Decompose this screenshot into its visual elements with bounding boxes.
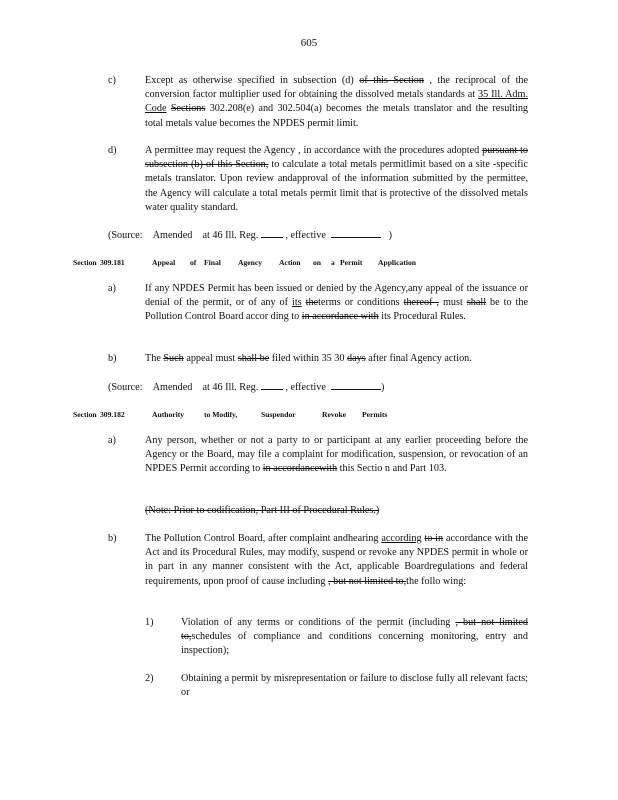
source-note-2 (108, 380, 384, 395)
subsection-c-label: c) (108, 75, 116, 86)
a182-text-2: this Sectio n and Part 103. (339, 463, 447, 475)
page-number: 605 (300, 37, 318, 49)
b181-text-2: appeal must (186, 353, 236, 364)
a181-text-5: its Procedural Rules. (381, 311, 466, 323)
b182-strike-2: , but not limited to, (328, 575, 407, 587)
a181-text-4: be to the Pollution Control Board accor ding to (145, 297, 528, 323)
section-word: Section (73, 410, 97, 419)
item-1-text (181, 616, 528, 659)
title-word: Revoke (322, 410, 347, 419)
d-text-2: to calculate a total metals permitlimit based on a site -specific metals translator. Upon review andapproval of the information submitted by the permittee, the Agency will calculate a total metals permit limit that is protective of the dissolved metals water quality standard. (145, 159, 528, 213)
effective-date-blank (331, 228, 381, 238)
b181-strike-3: days (347, 353, 366, 364)
item1-text-2: schedules of compliance and conditions concerning monitoring, entry and inspection); (181, 631, 528, 657)
subsection-d-label: d) (108, 145, 117, 156)
section-181-b-label: b) (108, 353, 117, 364)
source2-amended: Amended (152, 382, 193, 393)
title-word: Authority (152, 410, 185, 419)
b181-text-1: The (145, 353, 161, 364)
c-text-2: , the reciprocal of the conversion factor multiplier used for obtaining the dissolved metals standards at (145, 75, 529, 101)
codification-note (145, 504, 528, 518)
a181-text-3: must (443, 297, 463, 309)
subsection-d-text (145, 144, 528, 215)
a181-strike-2: thereof , (403, 297, 440, 309)
b181-text-4: after final Agency action. (368, 353, 472, 364)
subsection-c-text (145, 74, 528, 131)
b181-text-3: filed within 35 30 (271, 353, 345, 364)
c-underline-1: 35 Ill. Adm. Code (145, 89, 528, 115)
section-182-b-text (145, 532, 528, 589)
title-word: Suspendor (261, 410, 296, 419)
b181-strike-2: shall be (237, 353, 270, 364)
a181-underline-1: its (292, 297, 302, 309)
d-text-1: A permittee may request the Agency , in accordance with the procedures adopted (145, 145, 480, 156)
note-strike: (Note: Prior to codification, Part III of Procedural Rules.) (145, 505, 380, 516)
title-word: on (313, 258, 322, 267)
b182-text-3: the follo wing: (406, 575, 467, 587)
title-word: Permits (362, 410, 388, 419)
section-number: 309.182 (100, 410, 125, 419)
a181-text-2: terms or conditions (318, 297, 400, 309)
title-word: a (331, 258, 335, 267)
source-note-1 (108, 228, 392, 243)
a181-strike-3: shall (466, 297, 487, 309)
section-182-a-text (145, 434, 528, 477)
item-2-text (181, 672, 528, 700)
d-strike-1: pursuant to subsection (b) of this Section, (145, 145, 528, 171)
b182-text-2: accordance with the Act and its Procedural Rules, may modify, suspend or revoke any NPDES permit in whole or in part in any manner consistent with the Act, applicable Boardregulations and federal requirements, upon proof of cause including (145, 533, 529, 587)
item-1-label: 1) (145, 617, 154, 628)
section-181-a-text (145, 282, 528, 325)
title-word: Final (204, 258, 221, 267)
source1-effective: , effective (285, 230, 326, 241)
source2-open: (Source: (108, 382, 143, 393)
a181-text-1: If any NPDES Permit has been issued or denied by the Agency,any appeal of the issuance or denial of the permit, or of any of (145, 283, 528, 309)
source1-close: ) (388, 230, 393, 241)
item1-text-1: Violation of any terms or conditions of the permit (including (181, 617, 451, 628)
source2-effective: , effective (285, 382, 326, 393)
source2-register: at 46 Ill. Reg. (202, 382, 259, 393)
item1-strike-1: , but not limited to, (181, 617, 529, 643)
section-181-a-label: a) (108, 283, 116, 294)
title-word: Action (279, 258, 301, 267)
c-text-3: 302.208(e) and 302.504(a) becomes the metals translator and the resulting total metals value becomes the NPDES permit limit. (145, 103, 529, 129)
title-word: of (190, 258, 197, 267)
register-blank (261, 228, 283, 238)
c-text-1: Except as otherwise specified in subsection (d) (145, 75, 354, 86)
b181-strike-1: Such (163, 353, 184, 364)
a181-strike-1: the (305, 297, 319, 309)
title-word: Application (378, 258, 416, 267)
item2-text-1: Obtaining a permit by misrepresentation or failure to disclose fully all relevant facts; or (181, 673, 528, 699)
b182-strike-1: to in (424, 533, 444, 544)
b182-text-1: The Pollution Control Board, after complaint andhearing (145, 533, 379, 544)
b182-underline-1: according (381, 533, 422, 544)
register-blank (261, 380, 283, 390)
c-strike-1: of this Section (359, 75, 424, 86)
c-strike-2: Sections (170, 103, 206, 115)
source1-amended: Amended (152, 230, 193, 241)
source1-register: at 46 Ill. Reg. (202, 230, 259, 241)
a182-strike-1: in accordancewith (262, 463, 338, 475)
a182-text-1: Any person, whether or not a party to or participant at any earlier proceeding before the Agency or the Board, may file a complaint for modification, suspension, or revocation of an NPDES Permit according to (145, 435, 528, 475)
effective-date-blank (331, 380, 381, 390)
title-word: to Modify, (204, 410, 238, 419)
source2-close: ) (380, 382, 385, 393)
item-2-label: 2) (145, 673, 154, 684)
section-word: Section (73, 258, 97, 267)
title-word: Permit (340, 258, 363, 267)
section-number: 309.181 (100, 258, 125, 267)
source1-open: (Source: (108, 230, 143, 241)
a181-strike-4: in accordance with (301, 311, 379, 323)
section-182-a-label: a) (108, 435, 116, 446)
title-word: Appeal (152, 258, 176, 267)
section-181-b-text (145, 352, 528, 366)
section-182-b-label: b) (108, 533, 117, 544)
title-word: Agency (238, 258, 263, 267)
